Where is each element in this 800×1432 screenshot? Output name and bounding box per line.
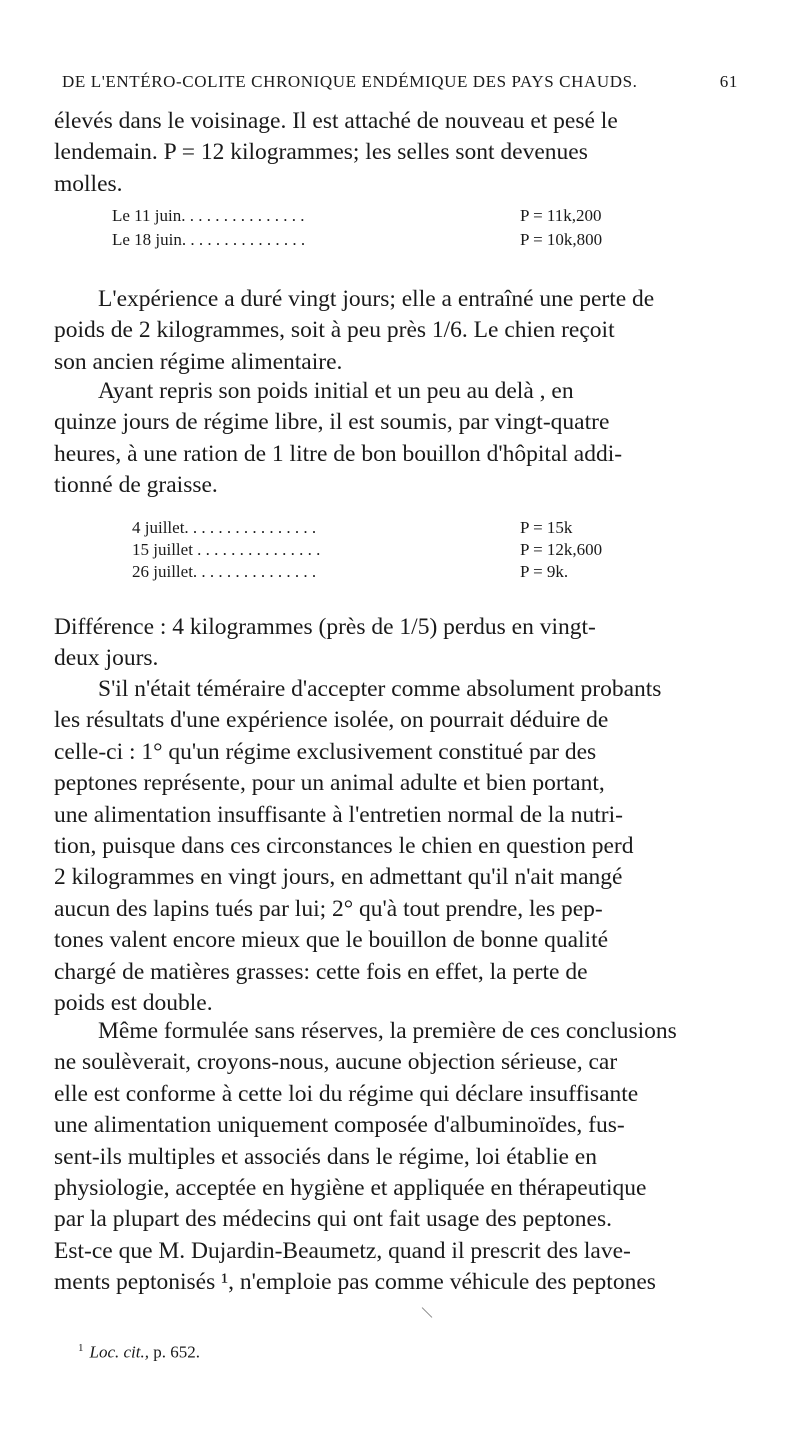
- footnote-mark: 1: [78, 1342, 84, 1354]
- text-line: Est-ce que M. Dujardin-Beaumetz, quand il prescrit des lave-: [54, 1237, 631, 1264]
- text-line: tones valent encore mieux que le bouillon de bonne qualité: [54, 927, 609, 954]
- text-line: poids est double.: [54, 990, 213, 1017]
- text-line: tion, puisque dans ces circonstances le chien en question perd: [54, 833, 634, 860]
- page-number: 61: [719, 72, 738, 91]
- table-date: 15 juillet . . . . . . . . . . . . . . .: [132, 540, 321, 559]
- text-line: lendemain. P = 12 kilogrammes; les selles sont devenues: [54, 139, 588, 166]
- paragraph-6: [54, 1016, 740, 1299]
- footnote-citation: Loc. cit.,: [89, 1342, 149, 1362]
- table-weight: P = 9k.: [520, 562, 569, 581]
- table-date: 26 juillet. . . . . . . . . . . . . . .: [132, 562, 317, 581]
- text-line: élevés dans le voisinage. Il est attaché de nouveau et pesé le: [54, 108, 618, 134]
- text-line: S'il n'était téméraire d'accepter comme absolument probants: [98, 676, 662, 702]
- text-line: sent-ils multiples et associés dans le régime, loi établie en: [54, 1143, 597, 1170]
- text-line: elle est conforme à cette loi du régime qui déclare insuffisante: [54, 1080, 639, 1107]
- text-line: poids de 2 kilogrammes, soit à peu près 1/6. Le chien reçoit: [54, 317, 615, 344]
- text-line: par la plupart des médecins qui ont fait usage des peptones.: [54, 1206, 612, 1233]
- text-line: molles.: [54, 170, 123, 197]
- paragraph-1: [54, 106, 740, 200]
- text-line: quinze jours de régime libre, il est soumis, par vingt-quatre: [54, 409, 610, 436]
- paragraph-3: [54, 376, 740, 502]
- text-line: Même formulée sans réserves, la première de ces conclusions: [98, 1018, 677, 1044]
- paragraph-5: [54, 674, 740, 1019]
- paragraph-4: [54, 612, 740, 675]
- text-line: une alimentation insuffisante à l'entretien normal de la nutri-: [54, 801, 623, 828]
- text-line: peptones représente, pour un animal adulte et bien portant,: [54, 770, 605, 797]
- text-line: L'expérience a duré vingt jours; elle a entraîné une perte de: [98, 286, 655, 312]
- running-head-title: DE L'ENTÉRO-COLITE CHRONIQUE ENDÉMIQUE DES PAYS CHAUDS.: [62, 72, 638, 91]
- text-line: Différence : 4 kilogrammes (près de 1/5) perdus en vingt-: [54, 614, 596, 640]
- table-date: Le 18 juin. . . . . . . . . . . . . . .: [112, 230, 306, 249]
- table-weight: P = 15k: [520, 518, 573, 537]
- text-line: Ayant repris son poids initial et un peu au delà , en: [98, 378, 574, 404]
- stray-mark: [422, 1307, 433, 1318]
- text-line: son ancien régime alimentaire.: [54, 348, 343, 375]
- text-line: chargé de matières grasses: cette fois en effet, la perte de: [54, 958, 588, 985]
- table-weight: P = 12k,600: [520, 540, 603, 559]
- footnote-page: p. 652.: [153, 1342, 200, 1362]
- text-line: une alimentation uniquement composée d'albuminoïdes, fus-: [54, 1112, 625, 1139]
- text-line: aucun des lapins tués par lui; 2° qu'à tout prendre, les pep-: [54, 895, 603, 922]
- text-line: tionné de graisse.: [54, 472, 218, 499]
- text-line: physiologie, acceptée en hygiène et appliquée en thérapeutique: [54, 1175, 647, 1202]
- text-line: 2 kilogrammes en vingt jours, en admettant qu'il n'ait mangé: [54, 864, 623, 891]
- text-line: heures, à une ration de 1 litre de bon bouillon d'hôpital addi-: [54, 440, 623, 467]
- text-line: celle-ci : 1° qu'un régime exclusivement constitué par des: [54, 738, 597, 765]
- table-date: Le 11 juin. . . . . . . . . . . . . . .: [112, 206, 305, 225]
- footnote: [78, 1342, 200, 1363]
- text-line: deux jours.: [54, 645, 159, 672]
- table-weight: P = 11k,200: [520, 206, 602, 225]
- table-date: 4 juillet. . . . . . . . . . . . . . . .: [132, 518, 317, 537]
- text-line: ne soulèverait, croyons-nous, aucune objection sérieuse, car: [54, 1049, 618, 1076]
- text-line: les résultats d'une expérience isolée, on pourrait déduire de: [54, 707, 609, 734]
- text-line: ments peptonisés ¹, n'emploie pas comme véhicule des peptones: [54, 1269, 656, 1296]
- running-head: [62, 72, 738, 96]
- table-weight: P = 10k,800: [520, 230, 603, 249]
- paragraph-2: [54, 284, 740, 378]
